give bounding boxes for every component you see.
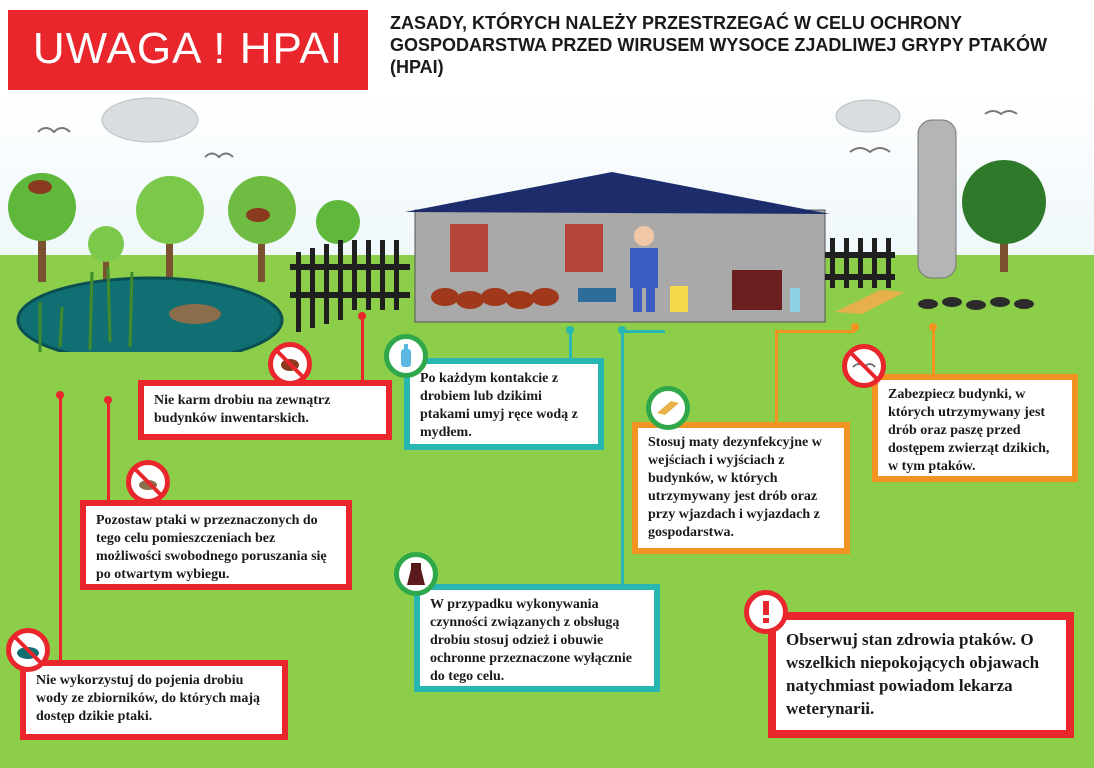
stepping-stones <box>918 297 1034 310</box>
rule-card-keep-birds-indoors <box>80 500 352 590</box>
connector-line <box>107 400 110 500</box>
rule-text: Stosuj maty dezynfekcyjne w wejściach i wyjściach z budynków, w których utrzymywany jest drób oraz przy wjazdach i wyjazdach z gospodarstwa. <box>648 435 822 540</box>
connector-dot <box>929 323 937 331</box>
no-feeding-chicken-icon <box>268 342 312 386</box>
connector-dot <box>566 326 574 334</box>
rule-card-secure-buildings <box>872 374 1078 482</box>
rule-text: W przypadku wykonywania czynności związanych z obsługą drobiu stosuj odzież i obuwie ochronne przeznaczone wyłącznie do tego celu. <box>430 597 632 684</box>
farm-scene-illustration <box>0 92 1094 352</box>
protective-apron-icon <box>394 552 438 596</box>
connector-line <box>59 395 62 660</box>
connector-line <box>621 330 624 585</box>
connector-dot <box>56 391 64 399</box>
rule-text: Po każdym kontakcie z drobiem lub dzikimi ptakami umyj ręce wodą z mydłem. <box>420 371 578 440</box>
warning-banner <box>8 10 368 90</box>
no-wild-birds-icon <box>842 344 886 388</box>
connector-line <box>932 330 935 374</box>
connector-dot <box>104 396 112 404</box>
connector-line <box>775 330 855 333</box>
rule-card-no-outdoor-feeding <box>138 380 392 440</box>
connector-dot <box>851 323 859 331</box>
cloud-icon <box>102 98 900 142</box>
poultry-barn <box>405 172 830 322</box>
connector-line <box>569 330 572 360</box>
rule-text: Nie wykorzystuj do pojenia drobiu wody ze zbiorników, do których mają dostęp dzikie ptaki. <box>36 673 260 724</box>
page-title: ZASADY, KTÓRYCH NALEŻY PRZESTRZEGAĆ W CELU OCHRONY GOSPODARSTWA PRZED WIRUSEM WYSOCE ZJADLIWEJ GRYPY PTAKÓW (HPAI) <box>390 13 1048 77</box>
rule-text: Obserwuj stan zdrowia ptaków. O wszelkich niepokojących objawach natychmiast powiadom lekarza weterynarii. <box>786 630 1040 718</box>
connector-line <box>775 330 778 425</box>
rule-card-disinfection-mats <box>632 422 850 554</box>
rule-card-no-pond-water <box>20 660 288 740</box>
rule-text: Zabezpiecz budynki, w których utrzymywany jest drób oraz paszę przed dostępem zwierząt dzikich, w tym ptaków. <box>888 387 1050 474</box>
rule-text: Nie karm drobiu na zewnątrz budynków inwentarskich. <box>154 393 331 426</box>
rule-card-protective-clothing <box>414 584 660 692</box>
disinfection-mat-icon <box>646 386 690 430</box>
rule-text: Pozostaw ptaki w przeznaczonych do tego celu pomieszczeniach bez możliwości swobodnego poruszania się po otwartym wybiegu. <box>96 513 327 582</box>
fence-left <box>290 240 410 332</box>
connector-line <box>361 314 364 384</box>
no-duck-outside-icon <box>126 460 170 504</box>
banner-title: UWAGA ! HPAI <box>32 24 344 73</box>
connector-line <box>620 330 665 333</box>
exclamation-icon <box>744 590 788 634</box>
fence-right <box>825 238 895 288</box>
disinfection-mat <box>835 290 905 314</box>
tree-right <box>962 160 1046 244</box>
rule-card-wash-hands <box>404 358 604 450</box>
soap-bottle-icon <box>384 334 428 378</box>
silo <box>918 120 956 278</box>
pond <box>18 278 282 352</box>
rule-card-observe-health <box>768 612 1074 738</box>
duck-icon <box>169 304 221 324</box>
connector-dot <box>358 312 366 320</box>
no-pond-water-icon <box>6 628 50 672</box>
